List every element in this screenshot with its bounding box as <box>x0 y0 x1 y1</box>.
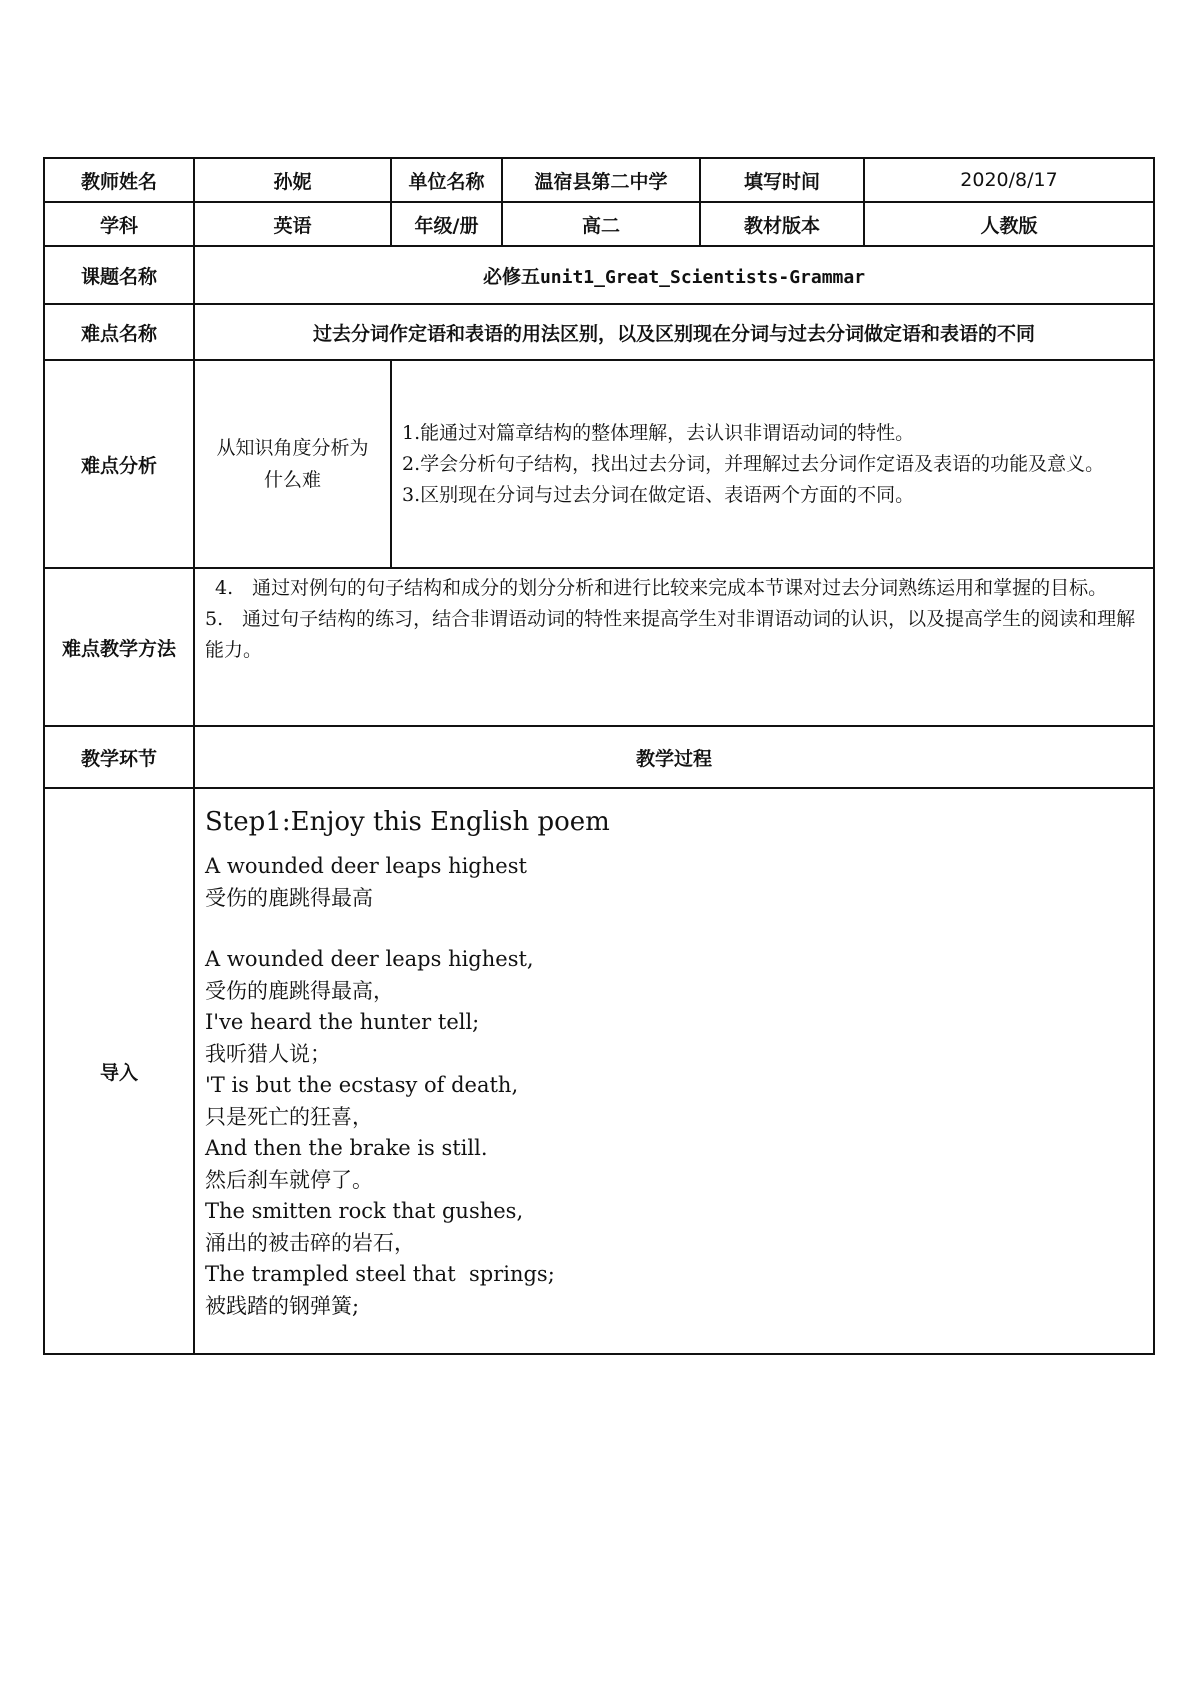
topic-value <box>194 246 1154 304</box>
stage-header: 教学环节 <box>44 726 194 788</box>
poem-line: 然后刹车就停了。 <box>205 1167 373 1192</box>
method-label: 难点教学方法 <box>44 568 194 726</box>
edition-label: 教材版本 <box>700 202 864 246</box>
poem-line: And then the brake is still. <box>205 1136 488 1160</box>
analysis-point-2: 2.学会分析句子结构，找出过去分词，并理解过去分词作定语及表语的功能及意义。 <box>402 452 1105 475</box>
method-point-5: 5. 通过句子结构的练习，结合非谓语动词的特性来提高学生对非谓语动词的认识，以及提高学生的阅读和理解能力。 <box>205 608 1136 661</box>
poem-title-cn: 受伤的鹿跳得最高 <box>205 885 373 910</box>
poem-line: 只是死亡的狂喜， <box>205 1104 373 1129</box>
poem-line: I've heard the hunter tell; <box>205 1010 480 1034</box>
grade-value: 高二 <box>502 202 700 246</box>
poem-line: 被践踏的钢弹簧; <box>205 1293 360 1318</box>
info-row-2 <box>44 202 1154 246</box>
method-row <box>44 568 1154 726</box>
edition-value: 人教版 <box>864 202 1154 246</box>
poem-line: 我听猎人说； <box>205 1041 331 1066</box>
poem-title-en: A wounded deer leaps highest <box>205 854 527 878</box>
intro-stage: 导入 <box>44 788 194 1354</box>
lesson-plan-sheet <box>43 157 1153 1355</box>
topic-value-en: unit1_Great_Scientists-Grammar <box>539 266 866 288</box>
grade-label: 年级/册 <box>391 202 502 246</box>
process-header: 教学过程 <box>194 726 1154 788</box>
method-point-4: 4. 通过对例句的句子结构和成分的划分分析和进行比较来完成本节课对过去分词熟练运用和掌握的目标。 <box>215 577 1108 599</box>
difficulty-label: 难点名称 <box>44 304 194 360</box>
poem-gap <box>205 914 1153 944</box>
process-header-row <box>44 726 1154 788</box>
analysis-row <box>44 360 1154 568</box>
poem-line: The smitten rock that gushes, <box>205 1199 524 1223</box>
intro-row <box>44 788 1154 1354</box>
date-label: 填写时间 <box>700 158 864 202</box>
analysis-label: 难点分析 <box>44 360 194 568</box>
analysis-sub-label: 从知识角度分析为什么难 <box>194 360 391 568</box>
unit-label: 单位名称 <box>391 158 502 202</box>
topic-value-cn: 必修五 <box>482 265 540 288</box>
analysis-points <box>391 360 1154 568</box>
step-title: Step1:Enjoy this English poem <box>205 807 610 837</box>
poem-line: 受伤的鹿跳得最高， <box>205 978 394 1003</box>
teacher-label: 教师姓名 <box>44 158 194 202</box>
date-value: 2020/8/17 <box>864 158 1154 202</box>
topic-row <box>44 246 1154 304</box>
analysis-point-3: 3.区别现在分词与过去分词在做定语、表语两个方面的不同。 <box>402 483 915 506</box>
method-points <box>194 568 1154 726</box>
topic-label: 课题名称 <box>44 246 194 304</box>
teacher-value: 孙妮 <box>194 158 391 202</box>
poem-line: 'T is but the ecstasy of death, <box>205 1073 519 1097</box>
intro-content <box>194 788 1154 1354</box>
info-row-1 <box>44 158 1154 202</box>
difficulty-row <box>44 304 1154 360</box>
poem-line: 涌出的被击碎的岩石， <box>205 1230 415 1255</box>
unit-value: 温宿县第二中学 <box>502 158 700 202</box>
poem-line: A wounded deer leaps highest, <box>205 947 534 971</box>
analysis-point-1: 1.能通过对篇章结构的整体理解，去认识非谓语动词的特性。 <box>402 421 915 444</box>
poem <box>195 851 1153 1342</box>
subject-value: 英语 <box>194 202 391 246</box>
subject-label: 学科 <box>44 202 194 246</box>
lesson-plan-table <box>43 157 1155 1355</box>
difficulty-value: 过去分词作定语和表语的用法区别，以及区别现在分词与过去分词做定语和表语的不同 <box>194 304 1154 360</box>
poem-line: The trampled steel that springs; <box>205 1262 555 1286</box>
